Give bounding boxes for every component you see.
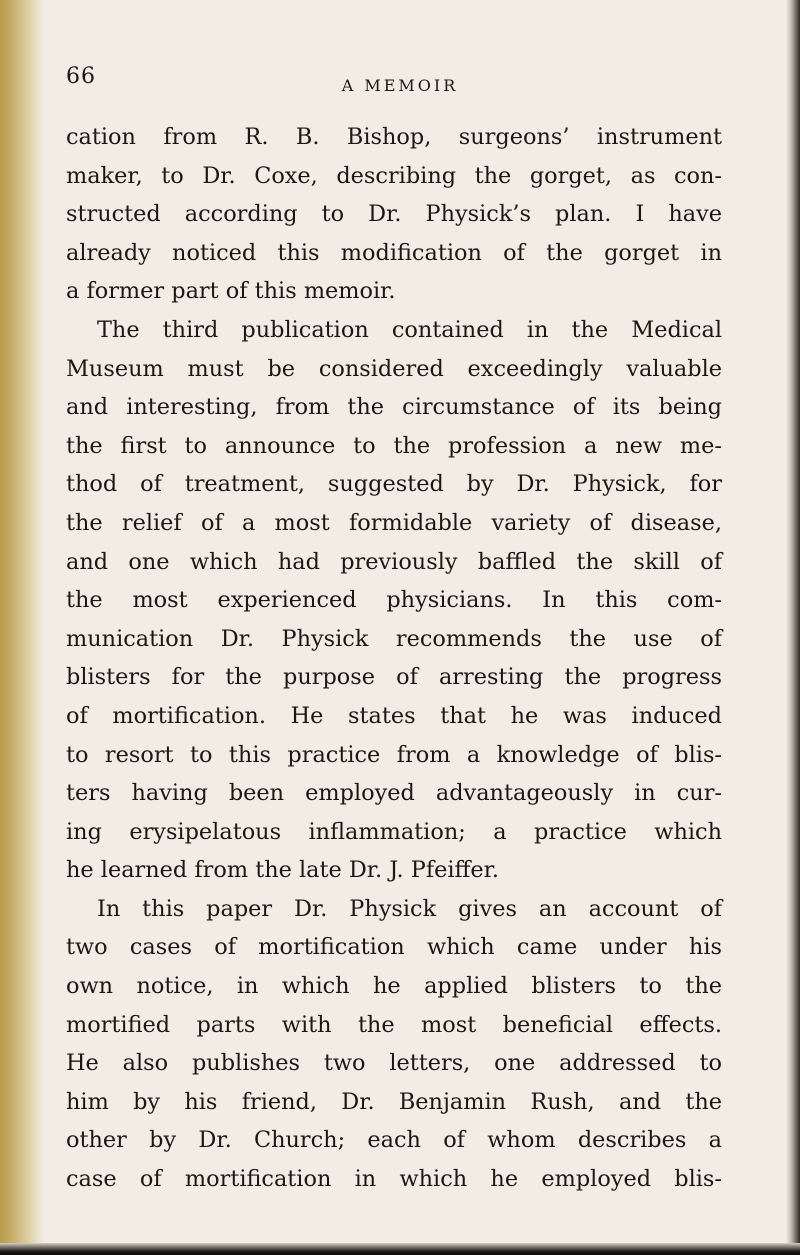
text-line: the first to announce to the profession a new me- xyxy=(66,432,722,459)
text-line: maker, to Dr. Coxe, describing the gorget, as con- xyxy=(66,162,722,189)
text-line: own notice, in which he applied blisters to the xyxy=(66,973,722,1000)
text-line: him by his friend, Dr. Benjamin Rush, and the xyxy=(66,1088,722,1115)
text-line: to resort to this practice from a knowledge of blis- xyxy=(66,741,722,768)
text-line: thod of treatment, suggested by Dr. Physick, for xyxy=(66,471,722,498)
text-line: ing erysipelatous inflammation; a practice which xyxy=(66,818,722,845)
page-binding-edge xyxy=(0,0,44,1255)
text-line: two cases of mortification which came under his xyxy=(66,934,722,961)
text-line: of mortification. He states that he was induced xyxy=(66,702,722,729)
text-line: a former part of this memoir. xyxy=(66,278,396,305)
text-line: structed according to Dr. Physick’s plan. I have xyxy=(66,201,722,228)
body-text xyxy=(66,118,722,1199)
text-line: already noticed this modification of the gorget in xyxy=(66,239,722,266)
text-line: munication Dr. Physick recommends the use of xyxy=(66,625,722,652)
text-line: and one which had previously baffled the skill of xyxy=(66,548,722,575)
text-line: ters having been employed advantageously in cur- xyxy=(66,780,722,807)
text-line: and interesting, from the circumstance of its being xyxy=(66,394,722,421)
text-line: He also publishes two letters, one addressed to xyxy=(66,1050,722,1077)
text-line: he learned from the late Dr. J. Pfeiffer. xyxy=(66,857,500,884)
text-line: Museum must be considered exceedingly valuable xyxy=(66,355,722,382)
page-right-edge xyxy=(786,0,800,1255)
running-title: A MEMOIR xyxy=(341,76,459,95)
text-line: case of mortification in which he employed blis- xyxy=(66,1166,722,1193)
text-line: The third publication contained in the Medical xyxy=(97,316,722,343)
page-bottom-edge xyxy=(0,1243,800,1255)
text-line: cation from R. B. Bishop, surgeons’ instrument xyxy=(66,124,722,150)
text-line: mortified parts with the most beneficial effects. xyxy=(66,1011,722,1038)
text-line: the relief of a most formidable variety of disease, xyxy=(66,509,722,536)
text-line: In this paper Dr. Physick gives an account of xyxy=(97,895,722,922)
text-line: the most experienced physicians. In this com- xyxy=(66,587,722,614)
text-line: other by Dr. Church; each of whom describes a xyxy=(66,1127,722,1154)
text-line: blisters for the purpose of arresting the progress xyxy=(66,664,722,691)
page-number: 66 xyxy=(66,64,96,89)
